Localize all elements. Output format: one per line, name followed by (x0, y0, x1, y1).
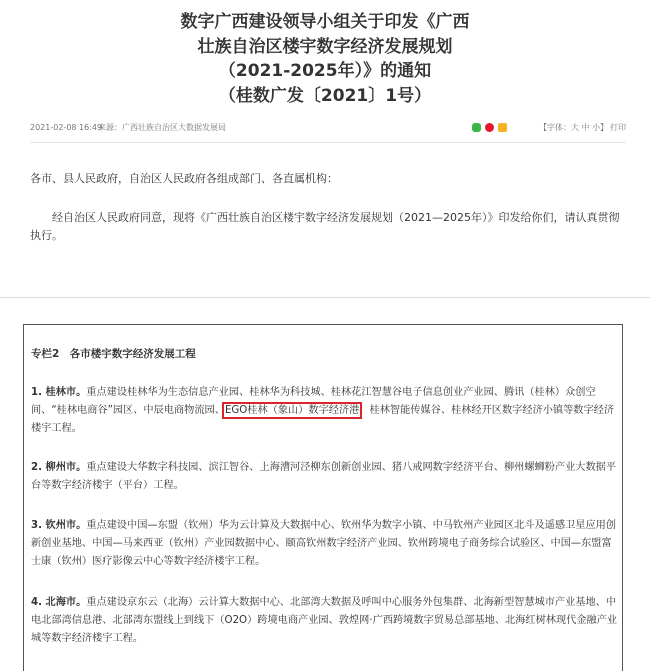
list-item (31, 594, 619, 648)
print-link[interactable]: 打印 (610, 123, 626, 132)
salutation: 各市、县人民政府，自治区人民政府各组成部门、各直属机构： (30, 172, 338, 185)
title-line: （2021-2025年）》的通知 (218, 61, 432, 81)
item-text: 重点建设大华数字科技园、滨江智谷、上海漕河泾柳东创新创业园、猪八戒网数字经济平台、柳州螺蛳粉产业大数据平台等数字经济楼宇（平台）工程。 (31, 462, 617, 491)
font-small-button[interactable]: 小 (592, 123, 601, 132)
font-size-control (539, 121, 608, 135)
list-item (31, 517, 619, 571)
item-text: 重点建设京东云（北海）云计算大数据中心、北部湾大数据及呼叫中心服务外包集群、北海新型智慧城市产业基地、中电北部湾信息港、北部湾东盟线上到线下（O2O）跨境电商产业园、敦煌网·广西跨境数字贸易总部基地、北海红树林现代金融产业城等数字经济楼宇工程。 (31, 597, 618, 644)
article-source: 来源：广西壮族自治区大数据发展局 (98, 123, 226, 132)
body-paragraph: 经自治区人民政府同意，现将《广西壮族自治区楼宇数字经济发展规划（2021—2025年）》印发给你们，请认真贯彻执行。 (30, 211, 620, 242)
section-divider (0, 297, 650, 298)
title-line: （桂数广发〔2021〕1号） (218, 85, 432, 106)
meta-divider (30, 142, 626, 143)
item-text: 、桂林智能传媒谷、桂林经开区数字经济小镇等数字经济楼宇工程。 (31, 405, 615, 434)
item-head: 1. 桂林市。 (31, 387, 87, 398)
article-title (0, 10, 650, 108)
weibo-icon[interactable] (485, 123, 494, 132)
font-large-button[interactable]: 大 (571, 123, 579, 132)
item-head: 2. 柳州市。 (31, 462, 87, 473)
item-head: 4. 北海市。 (31, 597, 87, 608)
title-line: 数字广西建设领导小组关于印发《广西 (180, 12, 470, 32)
font-medium-button[interactable]: 中 (581, 123, 590, 132)
wechat-icon[interactable] (472, 123, 481, 132)
title-line: 壮族自治区楼宇数字经济发展规划 (197, 36, 453, 57)
highlighted-text: EGO桂林（象山）数字经济港 (224, 405, 360, 416)
publish-date: 2021-02-08 16:49 (30, 123, 103, 132)
share-bar (472, 123, 507, 132)
column-box (23, 324, 623, 671)
item-text: 重点建设桂林华为生态信息产业园、桂林华为科技城、桂林花江智慧谷电子信息创业产业园、腾讯（桂林）众创空间、“桂林电商谷”园区、中辰电商物流园、 (31, 387, 596, 416)
article-meta (30, 121, 626, 135)
item-head: 3. 钦州市。 (31, 520, 87, 531)
qzone-icon[interactable] (498, 123, 507, 132)
font-size-label: 【字体： (539, 123, 571, 132)
box-title: 专栏2 各市楼宇数字经济发展工程 (31, 348, 196, 360)
font-size-label-close: 】 (600, 123, 609, 132)
item-text: 重点建设中国—东盟（钦州）华为云计算及大数据中心、钦州华为数字小镇、中马钦州产业园区北斗及遥感卫星应用创新创业基地、中国—马来西亚（钦州）产业园数据中心、颐高钦州数字经济产业园、钦州跨境电子商务综合试验区、中国—东盟富士康（钦州）医疗影像云中心等数字经济楼宇工程。 (31, 520, 617, 567)
list-item (31, 384, 619, 438)
list-item (31, 459, 619, 495)
